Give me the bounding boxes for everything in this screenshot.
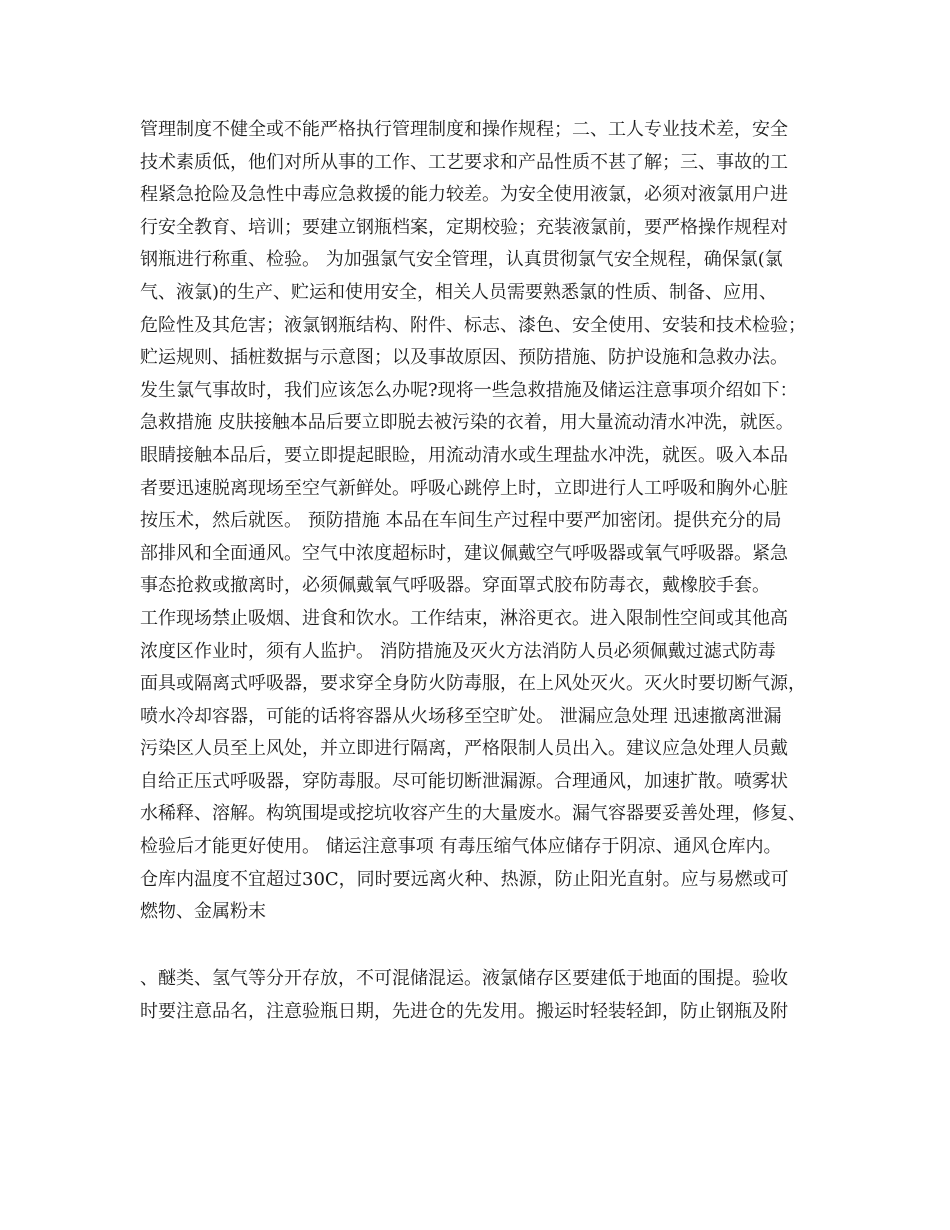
text-line: 危险性及其危害；液氯钢瓶结构、附件、标志、漆色、安全使用、安装和技术检验；: [140, 314, 806, 336]
text-line: 钢瓶进行称重、检验。 为加强氯气安全管理，认真贯彻氯气安全规程，确保氯(氯: [140, 249, 783, 271]
text-line: 浓度区作业时，须有人监护。 消防措施及灭火方法消防人员必须佩戴过滤式防毒: [140, 640, 776, 662]
text-line: 自给正压式呼吸器，穿防毒服。尽可能切断泄漏源。合理通风，加速扩散。喷雾状: [140, 770, 788, 792]
text-line: 仓库内温度不宜超过30C，同时要远离火种、热源，防止阳光直射。应与易燃或可: [140, 868, 789, 890]
text-line: 贮运规则、插桩数据与示意图；以及事故原因、预防措施、防护设施和急救办法。: [140, 347, 788, 369]
text-line: 急救措施 皮肤接触本品后要立即脱去被污染的衣着，用大量流动清水冲洗，就医。: [140, 412, 794, 434]
text-line: 技术素质低，他们对所从事的工作、工艺要求和产品性质不甚了解；三、事故的工: [140, 151, 788, 173]
text-line: 时要注意品名，注意验瓶日期，先进仓的先发用。搬运时轻装轻卸，防止钢瓶及附: [140, 1000, 788, 1022]
text-line: 工作现场禁止吸烟、进食和饮水。工作结束，淋浴更衣。进入限制性空间或其他高: [140, 607, 788, 629]
text-line: 水稀释、溶解。构筑围堤或挖坑收容产生的大量废水。漏气容器要妥善处理，修复、: [140, 803, 806, 825]
text-line: 发生氯气事故时，我们应该怎么办呢?现将一些急救措施及储运注意事项介绍如下：: [140, 379, 798, 401]
text-line: 面具或隔离式呼吸器，要求穿全身防火防毒服，在上风处灭火。灭火时要切断气源，: [140, 673, 806, 695]
text-line: 气、液氯)的生产、贮运和使用安全，相关人员需要熟悉氯的性质、制备、应用、: [140, 281, 778, 303]
text-line: 部排风和全面通风。空气中浓度超标时，建议佩戴空气呼吸器或氧气呼吸器。紧急: [140, 542, 788, 564]
text-line: 管理制度不健全或不能严格执行管理制度和操作规程；二、工人专业技术差，安全: [140, 119, 788, 140]
text-line: 检验后才能更好使用。 储运注意事项 有毒压缩气体应储存于阴凉、通风仓库内。: [140, 836, 782, 858]
text-line: 按压术，然后就医。 预防措施 本品在车间生产过程中要严加密闭。提供充分的局: [140, 510, 782, 532]
text-line: 眼睛接触本品后，要立即提起眼睑，用流动清水或生理盐水冲洗，就医。吸入本品: [140, 444, 788, 466]
text-line: 行安全教育、培训；要建立钢瓶档案，定期校验；充装液氯前，要严格操作规程对: [140, 216, 788, 238]
text-line: 污染区人员至上风处，并立即进行隔离，严格限制人员出入。建议应急处理人员戴: [140, 738, 788, 760]
text-line: 燃物、金属粉末: [140, 901, 266, 923]
text-line: 事态抢救或撤离时，必须佩戴氧气呼吸器。穿面罩式胶布防毒衣，戴橡胶手套。: [140, 575, 770, 597]
body-text-block-1: [140, 114, 830, 929]
text-line: 喷水冷却容器，可能的话将容器从火场移至空旷处。 泄漏应急处理 迅速撤离泄漏: [140, 705, 782, 727]
body-text-block-2: [140, 963, 830, 1028]
text-line: 程紧急抢险及急性中毒应急救援的能力较差。为安全使用液氯，必须对液氯用户进: [140, 184, 788, 206]
text-line: 、醚类、氢气等分开存放，不可混储混运。液氯储存区要建低于地面的围提。验收: [140, 968, 788, 989]
text-line: 者要迅速脱离现场至空气新鲜处。呼吸心跳停上时，立即进行人工呼吸和胸外心脏: [140, 477, 788, 499]
